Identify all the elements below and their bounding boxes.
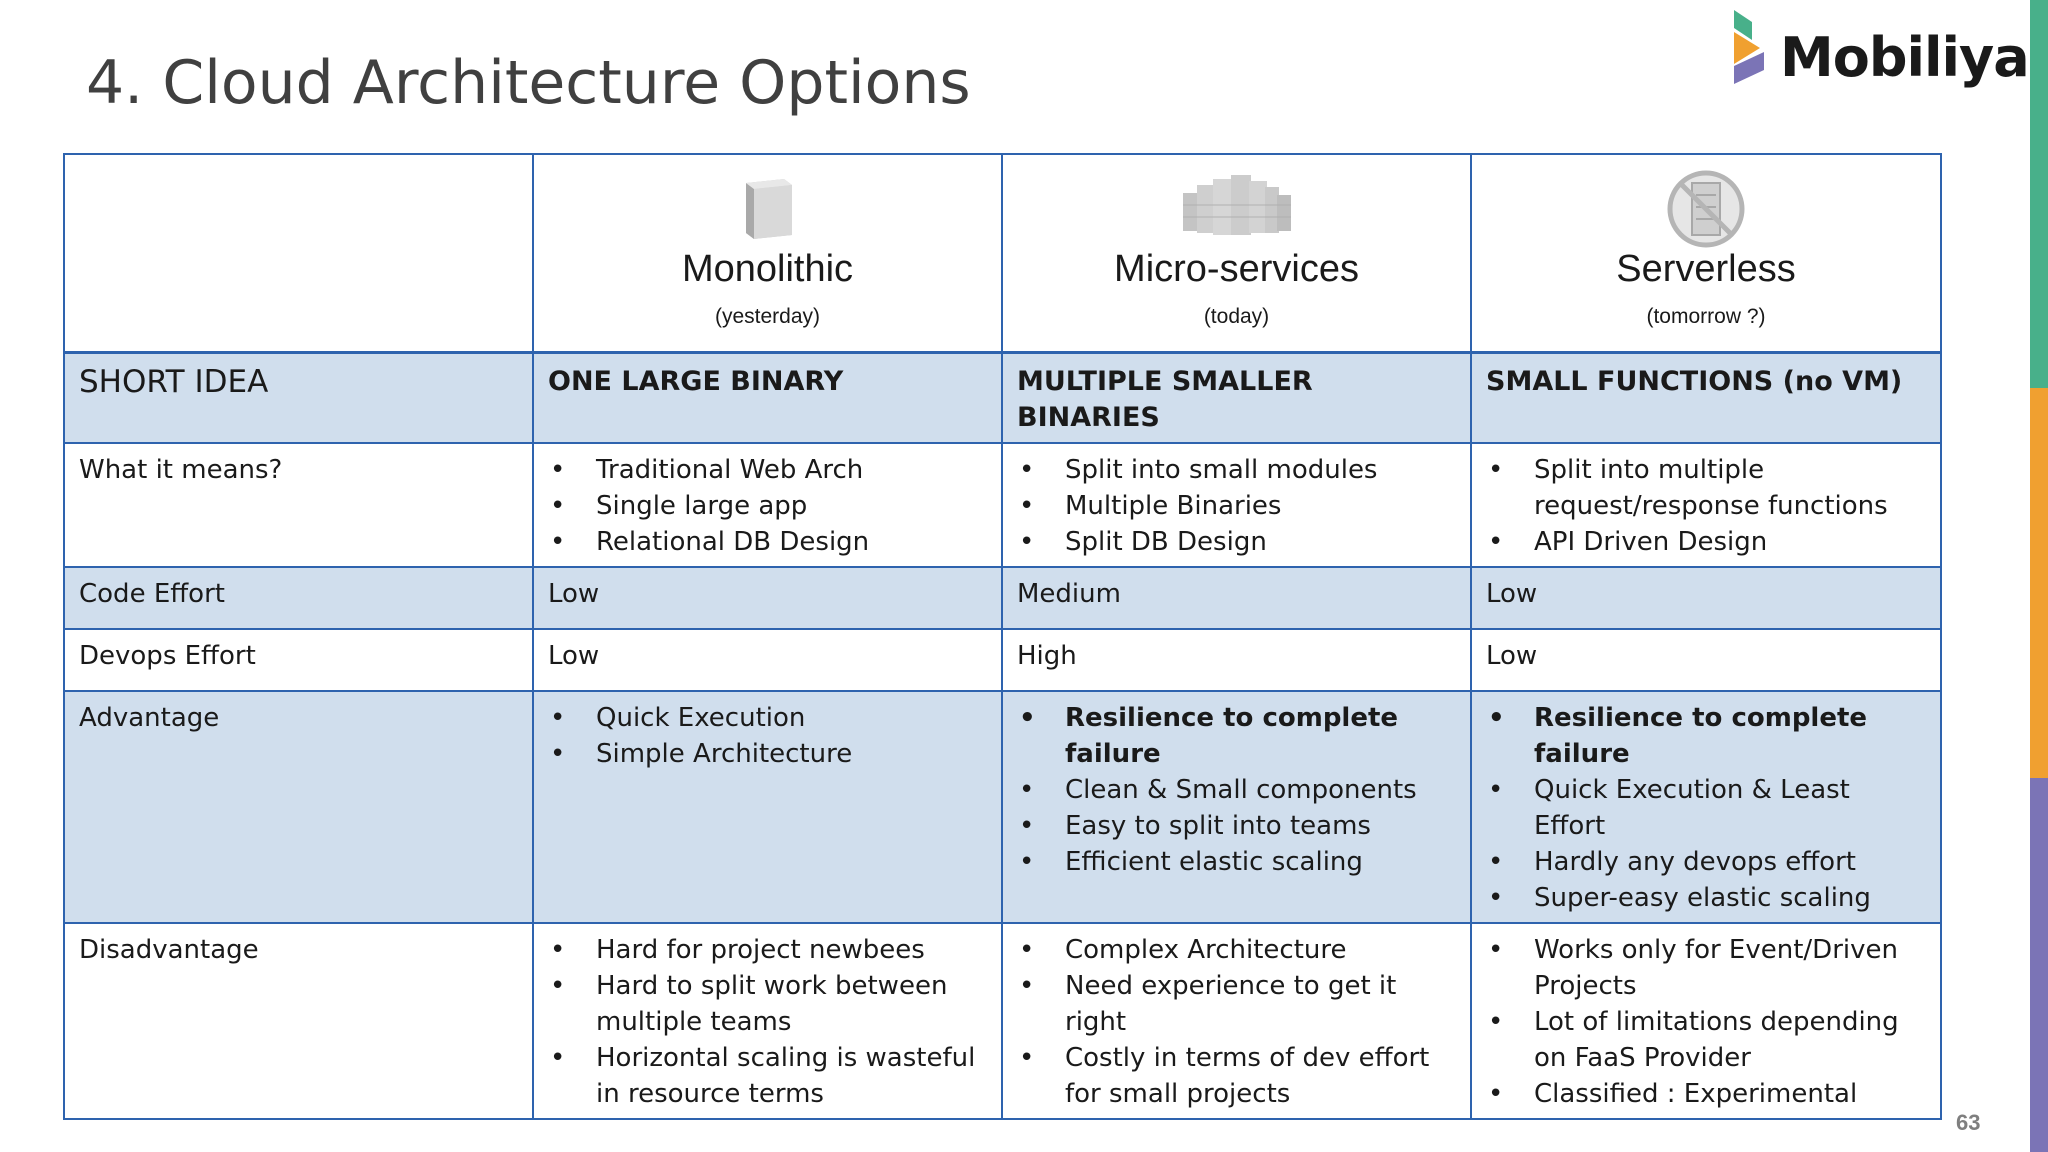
no-server-icon	[1666, 169, 1746, 249]
what-it-means-serverless	[1471, 443, 1941, 567]
short-idea-monolithic: ONE LARGE BINARY	[533, 353, 1002, 444]
code-effort-microservices: Medium	[1002, 567, 1471, 629]
list-item: • Efficient elastic scaling	[1017, 844, 1456, 880]
list-item: • Hard to split work between multiple teams	[548, 968, 987, 1040]
slide-title: 4. Cloud Architecture Options	[86, 48, 971, 118]
mobiliya-logo	[1730, 10, 2029, 100]
disadvantage-serverless	[1471, 923, 1941, 1119]
disadvantage-label: Disadvantage	[64, 923, 533, 1119]
list-item: • API Driven Design	[1486, 524, 1926, 560]
advantage-row	[64, 691, 1941, 923]
microservices-name: Micro-services	[1114, 248, 1359, 290]
devops-effort-label: Devops Effort	[64, 629, 533, 691]
list-item: • Quick Execution & Least Effort	[1486, 772, 1926, 844]
header-serverless	[1471, 154, 1941, 353]
monolithic-name: Monolithic	[681, 248, 854, 290]
list-item: • Split DB Design	[1017, 524, 1456, 560]
list-item: • Split into multiple request/response functions	[1486, 452, 1926, 524]
disadvantage-monolithic	[533, 923, 1002, 1119]
architecture-comparison-table	[63, 153, 1942, 1120]
list-item: • Need experience to get it right	[1017, 968, 1456, 1040]
list-item: • Easy to split into teams	[1017, 808, 1456, 844]
code-effort-monolithic: Low	[533, 567, 1002, 629]
accent-orange	[2030, 388, 2048, 778]
list-item: • Hard for project newbees	[548, 932, 987, 968]
accent-green	[2030, 0, 2048, 388]
serverless-era: (tomorrow ?)	[1646, 305, 1766, 328]
list-item: • Resilience to complete failure	[1486, 700, 1926, 772]
single-server-icon	[740, 175, 796, 239]
monolithic-era: (yesterday)	[714, 305, 821, 328]
devops-effort-serverless: Low	[1471, 629, 1941, 691]
advantage-microservices	[1002, 691, 1471, 923]
what-it-means-microservices	[1002, 443, 1471, 567]
accent-bar	[2030, 0, 2048, 1152]
short-idea-row	[64, 353, 1941, 444]
code-effort-row	[64, 567, 1941, 629]
serverless-name: Serverless	[1616, 248, 1796, 290]
short-idea-serverless: SMALL FUNCTIONS (no VM)	[1471, 353, 1941, 444]
list-item: • Complex Architecture	[1017, 932, 1456, 968]
header-row	[64, 154, 1941, 353]
list-item: • Resilience to complete failure	[1017, 700, 1456, 772]
logo-wordmark: Mobiliya	[1780, 26, 2029, 89]
mobiliya-logo-mark-icon	[1730, 10, 1770, 84]
header-monolithic	[533, 154, 1002, 353]
list-item: • Relational DB Design	[548, 524, 987, 560]
list-item: • Quick Execution	[548, 700, 987, 736]
advantage-monolithic	[533, 691, 1002, 923]
list-item: • Clean & Small components	[1017, 772, 1456, 808]
header-empty-cell	[64, 154, 533, 353]
code-effort-label: Code Effort	[64, 567, 533, 629]
what-it-means-label: What it means?	[64, 443, 533, 567]
list-item: • Traditional Web Arch	[548, 452, 987, 488]
devops-effort-microservices: High	[1002, 629, 1471, 691]
list-item: • Single large app	[548, 488, 987, 524]
code-effort-serverless: Low	[1471, 567, 1941, 629]
list-item: • Multiple Binaries	[1017, 488, 1456, 524]
list-item: • Classified : Experimental	[1486, 1076, 1926, 1112]
disadvantage-row	[64, 923, 1941, 1119]
accent-purple	[2030, 778, 2048, 1152]
list-item: • Simple Architecture	[548, 736, 987, 772]
what-it-means-monolithic	[533, 443, 1002, 567]
list-item: • Hardly any devops effort	[1486, 844, 1926, 880]
list-item: • Works only for Event/Driven Projects	[1486, 932, 1926, 1004]
list-item: • Horizontal scaling is wasteful in resource terms	[548, 1040, 987, 1112]
page-number: 63	[1956, 1110, 1981, 1135]
devops-effort-monolithic: Low	[533, 629, 1002, 691]
header-microservices	[1002, 154, 1471, 353]
list-item: • Split into small modules	[1017, 452, 1456, 488]
microservices-era: (today)	[1203, 305, 1270, 328]
short-idea-label: SHORT IDEA	[64, 353, 533, 444]
list-item: • Super-easy elastic scaling	[1486, 880, 1926, 916]
disadvantage-microservices	[1002, 923, 1471, 1119]
what-it-means-row	[64, 443, 1941, 567]
advantage-label: Advantage	[64, 691, 533, 923]
advantage-serverless	[1471, 691, 1941, 923]
list-item: • Costly in terms of dev effort for small projects	[1017, 1040, 1456, 1112]
list-item: • Lot of limitations depending on FaaS Provider	[1486, 1004, 1926, 1076]
devops-effort-row	[64, 629, 1941, 691]
server-cluster-icon	[1183, 175, 1291, 237]
short-idea-microservices: MULTIPLE SMALLER BINARIES	[1002, 353, 1471, 444]
